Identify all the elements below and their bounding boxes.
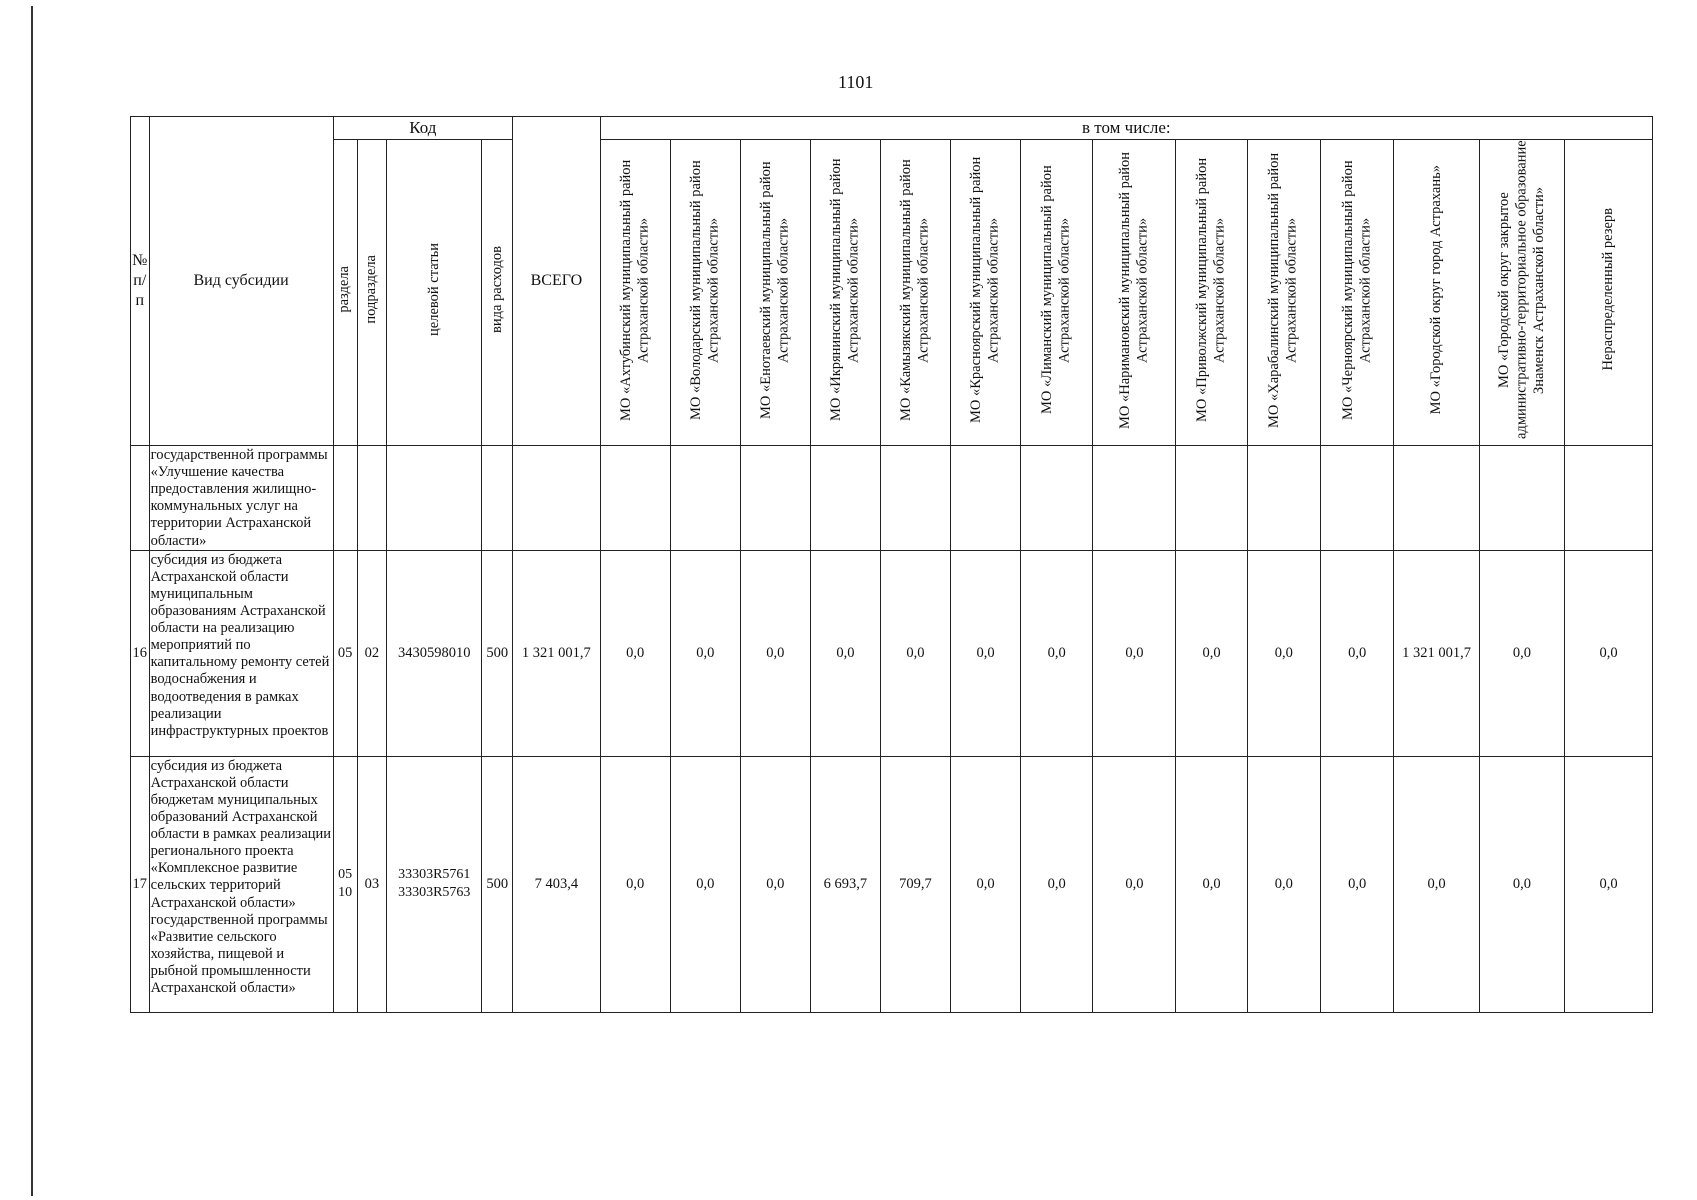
row-value: 0,0 [1093,550,1176,756]
row-value: 0,0 [1176,756,1247,1012]
row-value [1320,446,1393,551]
row-kind: субсидия из бюджета Астраханской области муниципальным образованиям Астраханской области на реализацию мероприятий по капитальному ремонту сетей водоснабжения и водоотведения в рамках реализации инфраструктурных проектов [149,550,333,756]
row-value: 0,0 [1021,550,1093,756]
table-row [131,550,1653,756]
header-code-razdel: раздела [333,139,357,446]
row-podrazdel: 03 [357,756,387,1012]
row-value [1021,446,1093,551]
row-total: 7 403,4 [513,756,601,1012]
row-value: 0,0 [740,550,810,756]
row-value [1176,446,1247,551]
header-num: № п/п [131,117,150,446]
row-total [513,446,601,551]
header-code-podrazdel: подраздела [357,139,387,446]
header-mo-kharabalinsky: МО «Харабалинский муниципальный район Астраханской области» [1247,139,1320,446]
row-value: 0,0 [1565,550,1653,756]
row-value: 0,0 [1394,756,1479,1012]
row-value [880,446,950,551]
row-target [387,446,482,551]
row-value: 0,0 [1479,756,1564,1012]
row-value: 0,0 [1320,756,1393,1012]
row-value: 0,0 [1247,550,1320,756]
header-mo-privolzhsky: МО «Приволжский муниципальный район Астраханской области» [1176,139,1247,446]
row-value [1247,446,1320,551]
header-mo-kamyzyaksky: МО «Камызякский муниципальный район Астраханской области» [880,139,950,446]
subsidy-table [130,116,1653,1013]
row-value [1479,446,1564,551]
page-number: 1101 [838,72,874,92]
table-row [131,756,1653,1012]
row-num [131,446,150,551]
header-mo-enotaevsky: МО «Енотаевский муниципальный район Астраханской области» [740,139,810,446]
header-including: в том числе: [600,117,1652,140]
row-value [1565,446,1653,551]
row-podrazdel [357,446,387,551]
row-kind: субсидия из бюджета Астраханской области бюджетам муниципальных образований Астраханской области в рамках реализации регионального проекта «Комплексное развитие сельских территорий Астраханской области» государственной программы «Развитие сельского хозяйства, пищевой и рыбной промышленности Астраханской области» [149,756,333,1012]
header-mo-limansky: МО «Лиманский муниципальный район Астраханской области» [1021,139,1093,446]
row-num: 17 [131,756,150,1012]
row-value [670,446,740,551]
row-value [1093,446,1176,551]
header-row-top [131,117,1653,140]
row-podrazdel: 02 [357,550,387,756]
row-value: 0,0 [600,756,670,1012]
table-row [131,446,1653,551]
header-mo-znamensk: МО «Городской округ закрытое административно-территориальное образование Знаменск Астраханской области» [1479,139,1564,446]
row-value: 0,0 [740,756,810,1012]
header-code-vid: вида расходов [482,139,513,446]
row-value: 0,0 [600,550,670,756]
row-target: 33303R5761 33303R5763 [387,756,482,1012]
row-value: 0,0 [1176,550,1247,756]
left-margin-line [31,6,33,1196]
row-num: 16 [131,550,150,756]
row-value: 0,0 [880,550,950,756]
row-total: 1 321 001,7 [513,550,601,756]
row-razdel [333,446,357,551]
row-target: 3430598010 [387,550,482,756]
header-code-target: целевой статьи [387,139,482,446]
header-mo-ikryaninsky: МО «Икрянинский муниципальный район Астраханской области» [810,139,880,446]
header-reserve: Нераспределенный резерв [1565,139,1653,446]
row-kind: государственной программы «Улучшение качества предоставления жилищно-коммунальных услуг на территории Астраханской области» [149,446,333,551]
row-value: 0,0 [1479,550,1564,756]
row-value [740,446,810,551]
row-razdel: 05 10 [333,756,357,1012]
row-value: 6 693,7 [810,756,880,1012]
row-value [810,446,880,551]
row-value: 1 321 001,7 [1394,550,1479,756]
header-mo-akhtubinsky: МО «Ахтубинский муниципальный район Астраханской области» [600,139,670,446]
row-value: 0,0 [670,756,740,1012]
row-value [600,446,670,551]
row-value: 0,0 [1093,756,1176,1012]
row-value: 0,0 [950,756,1020,1012]
row-value: 0,0 [1320,550,1393,756]
row-value: 0,0 [810,550,880,756]
header-row-columns [131,139,1653,446]
row-value [1394,446,1479,551]
row-value: 0,0 [670,550,740,756]
header-mo-astrakhan: МО «Городской округ город Астрахань» [1394,139,1479,446]
row-razdel: 05 [333,550,357,756]
header-kind: Вид субсидии [149,117,333,446]
header-total: ВСЕГО [513,117,601,446]
row-value: 0,0 [1247,756,1320,1012]
row-vid [482,446,513,551]
header-mo-narimanovsky: МО «Наримановский муниципальный район Астраханской области» [1093,139,1176,446]
row-vid: 500 [482,756,513,1012]
header-code: Код [333,117,513,140]
header-mo-krasnoyarsky: МО «Красноярский муниципальный район Астраханской области» [950,139,1020,446]
row-value: 0,0 [1021,756,1093,1012]
row-value: 0,0 [1565,756,1653,1012]
row-value [950,446,1020,551]
row-value: 0,0 [950,550,1020,756]
row-vid: 500 [482,550,513,756]
header-mo-volodarsky: МО «Володарский муниципальный район Астраханской области» [670,139,740,446]
row-value: 709,7 [880,756,950,1012]
header-mo-chernoyarsky: МО «Черноярский муниципальный район Астраханской области» [1320,139,1393,446]
